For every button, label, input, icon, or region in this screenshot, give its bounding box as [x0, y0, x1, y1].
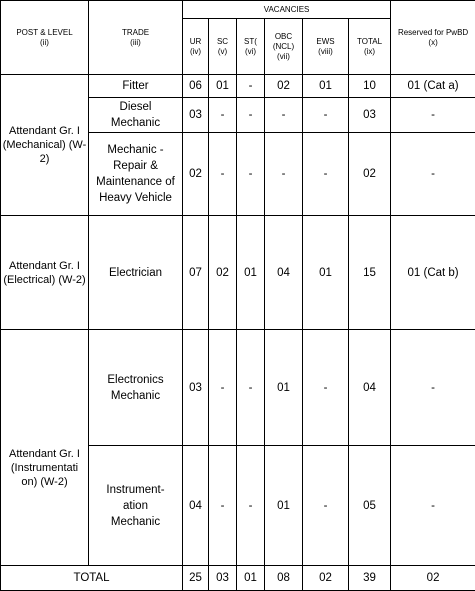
ur-cell: 07 — [183, 216, 209, 330]
post-instrumentation-text: Attendant Gr. I (Instrumentati on) (W-2) — [2, 407, 87, 489]
total-cell: 15 — [349, 216, 391, 330]
post-instrumentation — [1, 330, 89, 566]
header-post-level — [1, 1, 89, 75]
ur-cell: 03 — [183, 330, 209, 446]
post-electrical: Attendant Gr. I (Electrical) (W-2) — [1, 216, 89, 330]
total-pwbd: 02 — [391, 566, 475, 591]
total-total: 39 — [349, 566, 391, 591]
trade-text: Electronics Mechanic — [90, 372, 181, 404]
total-obc: 08 — [265, 566, 303, 591]
st-cell: - — [237, 330, 265, 446]
col-label: SC — [217, 37, 228, 46]
col-label: TOTAL — [357, 37, 382, 46]
pwbd-cell: - — [391, 330, 475, 446]
sc-cell: - — [209, 330, 237, 446]
total-st: 01 — [237, 566, 265, 591]
st-cell: - — [237, 75, 265, 98]
pwbd-cell: - — [391, 446, 475, 566]
col-num: (ix) — [364, 47, 375, 56]
col-num: (vi) — [245, 47, 256, 56]
header-post-level-num: (ii) — [40, 38, 49, 47]
sc-cell: 01 — [209, 75, 237, 98]
obc-cell: - — [265, 98, 303, 133]
header-col-total — [349, 19, 391, 75]
header-reserved-label: Reserved for PwBD — [398, 28, 468, 37]
header-col-ews — [303, 19, 349, 75]
sc-cell: - — [209, 98, 237, 133]
total-cell: 05 — [349, 446, 391, 566]
st-cell: - — [237, 133, 265, 216]
header-trade-label: TRADE — [122, 28, 149, 37]
header-col-sc — [209, 19, 237, 75]
trade-cell — [89, 330, 183, 446]
trade-cell — [89, 133, 183, 216]
trade-cell: Electrician — [89, 216, 183, 330]
col-num: (vii) — [277, 52, 290, 61]
table-row — [1, 216, 475, 330]
col-label: ST( — [244, 37, 257, 46]
ur-cell: 06 — [183, 75, 209, 98]
pwbd-cell: - — [391, 98, 475, 133]
header-row-1 — [1, 1, 475, 19]
ews-cell: - — [303, 133, 349, 216]
trade-text: Instrument-ation Mechanic — [90, 482, 181, 530]
col-label: UR — [190, 37, 202, 46]
total-ews: 02 — [303, 566, 349, 591]
pwbd-cell: - — [391, 133, 475, 216]
col-label: OBC (NCL) — [273, 32, 294, 51]
pwbd-cell: 01 (Cat a) — [391, 75, 475, 98]
sc-cell: - — [209, 446, 237, 566]
total-ur: 25 — [183, 566, 209, 591]
trade-text: Mechanic - Repair & Maintenance of Heavy Vehicle — [90, 142, 181, 206]
header-reserved-pwbd — [391, 1, 475, 75]
total-sc: 03 — [209, 566, 237, 591]
ews-cell: - — [303, 98, 349, 133]
header-reserved-num: (x) — [428, 38, 437, 47]
total-cell: 04 — [349, 330, 391, 446]
header-post-level-label: POST & LEVEL — [16, 28, 72, 37]
col-label: EWS — [316, 37, 334, 46]
header-col-st — [237, 19, 265, 75]
pwbd-cell: 01 (Cat b) — [391, 216, 475, 330]
st-cell: - — [237, 98, 265, 133]
obc-cell: 04 — [265, 216, 303, 330]
total-cell: 03 — [349, 98, 391, 133]
ur-cell: 03 — [183, 98, 209, 133]
header-vacancies: VACANCIES — [183, 1, 391, 19]
header-trade-num: (iii) — [130, 38, 141, 47]
header-col-obc — [265, 19, 303, 75]
ews-cell: 01 — [303, 75, 349, 98]
post-mechanical: Attendant Gr. I (Mechanical) (W-2) — [1, 75, 89, 216]
obc-cell: 01 — [265, 446, 303, 566]
ur-cell: 04 — [183, 446, 209, 566]
ews-cell: - — [303, 330, 349, 446]
trade-text: Diesel Mechanic — [90, 99, 181, 131]
st-cell: - — [237, 446, 265, 566]
ews-cell: - — [303, 446, 349, 566]
obc-cell: 01 — [265, 330, 303, 446]
header-trade — [89, 1, 183, 75]
col-num: (iv) — [190, 47, 201, 56]
sc-cell: - — [209, 133, 237, 216]
total-label: TOTAL — [1, 566, 183, 591]
obc-cell: - — [265, 133, 303, 216]
total-cell: 10 — [349, 75, 391, 98]
col-num: (viii) — [318, 47, 333, 56]
total-row — [1, 566, 475, 591]
total-cell: 02 — [349, 133, 391, 216]
header-col-ur — [183, 19, 209, 75]
sc-cell: 02 — [209, 216, 237, 330]
col-num: (v) — [218, 47, 227, 56]
trade-cell: Fitter — [89, 75, 183, 98]
obc-cell: 02 — [265, 75, 303, 98]
ur-cell: 02 — [183, 133, 209, 216]
ews-cell: 01 — [303, 216, 349, 330]
trade-cell — [89, 446, 183, 566]
table-row — [1, 330, 475, 446]
st-cell: 01 — [237, 216, 265, 330]
table-row — [1, 75, 475, 98]
trade-cell — [89, 98, 183, 133]
